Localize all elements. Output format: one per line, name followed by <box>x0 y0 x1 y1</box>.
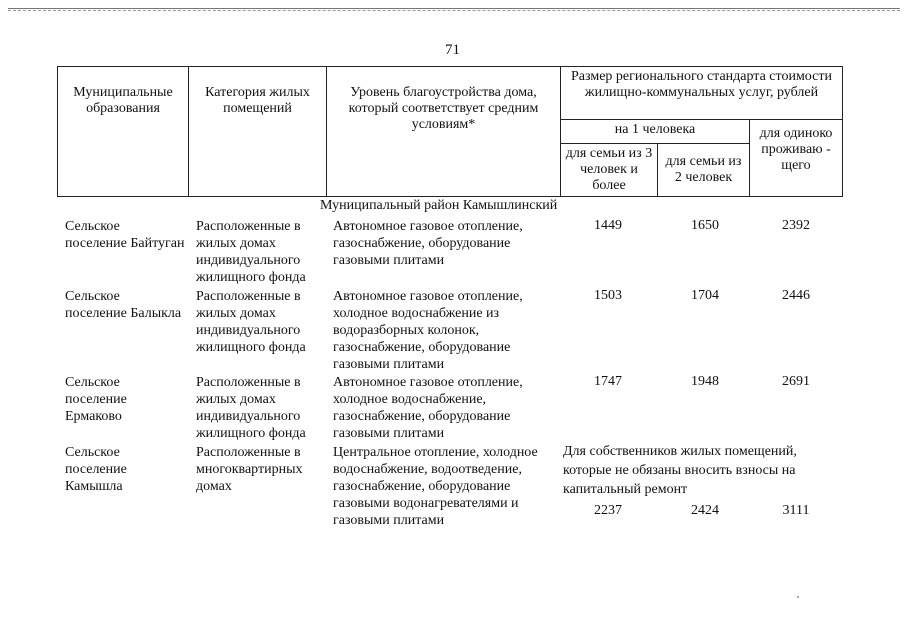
row-category: Расположенные в жилых домах индивидуального жилищного фонда <box>196 375 306 441</box>
header-per-person: на 1 человека <box>561 120 750 144</box>
row-value-single: 3111 <box>782 503 810 518</box>
header-standard-size: Размер регионального стандарта стоимости жилищно-коммунальных услуг, рублей <box>561 67 843 120</box>
row-category: Расположенные в жилых домах индивидуального жилищного фонда <box>196 219 306 285</box>
scan-top-line <box>8 8 900 9</box>
row-value-family2: 1948 <box>691 374 719 389</box>
row-amenity-level: Центральное отопление, холодное водоснабжение, водоотведение, газоснабжение, оборудование газовыми водонагревателями и газовыми плитами <box>333 445 538 528</box>
row-category: Расположенные в многоквартирных домах <box>196 445 303 494</box>
header-single-resident: для одиноко проживаю - щего <box>750 120 843 197</box>
district-title: Муниципальный район Камышлинский <box>320 198 558 213</box>
row-value-family3: 2237 <box>594 503 622 518</box>
row-note: Для собственников жилых помещений, которые не обязаны вносить взносы на капитальный ремонт <box>563 444 797 497</box>
header-table <box>57 66 843 197</box>
header-level: Уровень благоустройства дома, который соответствует средним условиям* <box>327 67 561 197</box>
row-value-family2: 1650 <box>691 218 719 233</box>
row-value-family3: 1449 <box>594 218 622 233</box>
scan-speck <box>797 596 799 598</box>
row-value-family3: 1503 <box>594 288 622 303</box>
header-category: Категория жилых помещений <box>189 67 327 197</box>
row-value-family3: 1747 <box>594 374 622 389</box>
page-number: 71 <box>445 42 460 58</box>
row-value-single: 2392 <box>782 218 810 233</box>
header-municipal: Муниципальные образования <box>58 67 189 197</box>
row-municipality: Сельское поселение Байтуган <box>65 219 185 251</box>
row-amenity-level: Автономное газовое отопление, холодное водоснабжение из водоразборных колонок, газоснабжение, оборудование газовыми плитами <box>333 289 523 372</box>
header-family-2: для семьи из 2 человек <box>658 144 750 197</box>
row-category: Расположенные в жилых домах индивидуального жилищного фонда <box>196 289 306 355</box>
header-family-3: для семьи из 3 человек и более <box>561 144 658 197</box>
row-value-single: 2446 <box>782 288 810 303</box>
row-municipality: Сельское поселение Камышла <box>65 445 127 494</box>
row-municipality: Сельское поселение Балыкла <box>65 289 182 321</box>
row-amenity-level: Автономное газовое отопление, газоснабжение, оборудование газовыми плитами <box>333 219 523 268</box>
scan-top-dashes <box>8 10 900 11</box>
row-municipality: Сельское поселение Ермаково <box>65 375 127 424</box>
row-value-single: 2691 <box>782 374 810 389</box>
row-amenity-level: Автономное газовое отопление, холодное водоснабжение, газоснабжение, оборудование газовыми плитами <box>333 375 523 441</box>
row-value-family2: 2424 <box>691 503 719 518</box>
row-value-family2: 1704 <box>691 288 719 303</box>
